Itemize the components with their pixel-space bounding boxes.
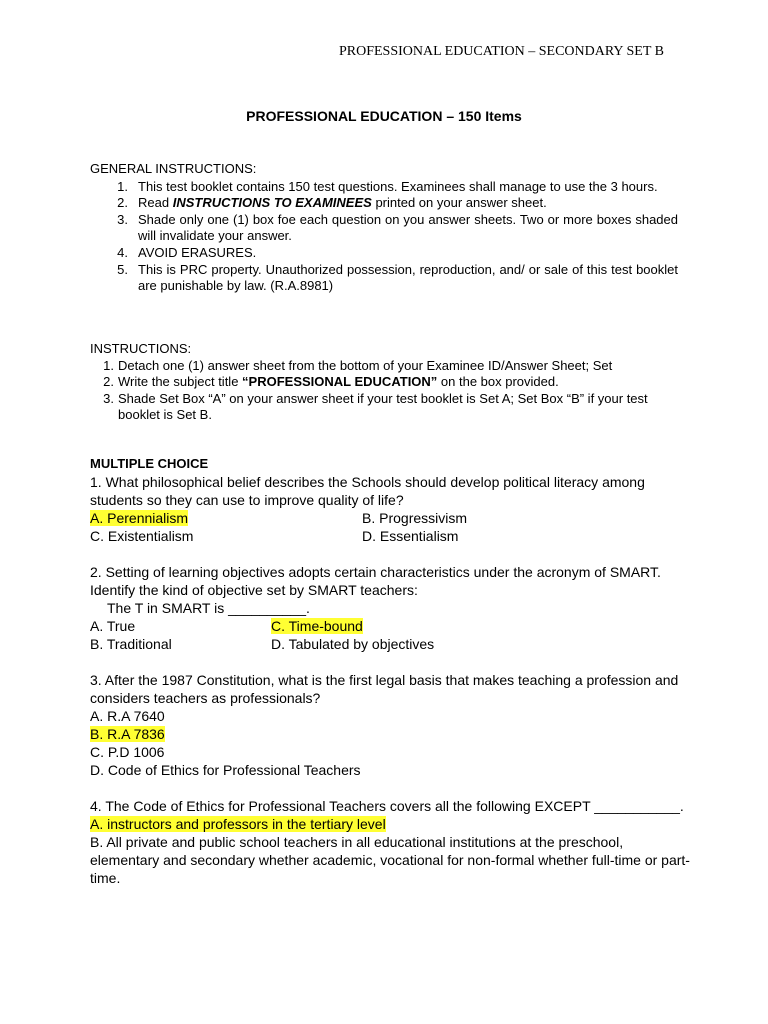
instructions-heading: INSTRUCTIONS:	[90, 341, 192, 356]
general-instructions-list	[90, 179, 678, 295]
question-stem: 3. After the 1987 Constitution, what is the first legal basis that makes teaching a profession and considers teachers as professionals?	[90, 672, 679, 706]
answer-option: A. True	[90, 618, 136, 634]
question-2	[90, 563, 690, 653]
answer-option: A. R.A 7640	[90, 708, 165, 724]
list-item: 2. Read INSTRUCTIONS TO EXAMINEES printed on your answer sheet.	[117, 195, 547, 211]
answer-option: B. All private and public school teachers in all educational institutions at the preschool, elementary and secondary whether academic, vocational for non-formal whether full-time or part-time.	[90, 834, 690, 886]
multiple-choice-heading: MULTIPLE CHOICE	[90, 456, 209, 471]
answer-option: D. Tabulated by objectives	[271, 636, 435, 652]
list-item: 2. Write the subject title “PROFESSIONAL EDUCATION” on the box provided.	[103, 374, 559, 390]
list-item: 3. Shade only one (1) box foe each question on you answer sheets. Two or more boxes shaded will invalidate your answer.	[117, 211, 678, 244]
answer-option: C. P.D 1006	[90, 744, 165, 760]
list-item: 1. This test booklet contains 150 test questions. Examinees shall manage to use the 3 hours.	[117, 178, 658, 194]
question-stem: 2. Setting of learning objectives adopts certain characteristics under the acronym of SMART. Identify the kind of objective set by SMART teachers:	[90, 564, 661, 598]
question-3	[90, 671, 690, 779]
answer-option: D. Essentialism	[362, 528, 459, 544]
answer-option-highlighted: C. Time-bound	[271, 618, 363, 634]
question-1	[90, 473, 690, 545]
list-item: 3. Shade Set Box “A” on your answer sheet if your test booklet is Set A; Set Box “B” if your test booklet is Set B.	[103, 390, 648, 423]
answer-option-highlighted: A. Perennialism	[90, 510, 189, 526]
answer-option: B. Traditional	[90, 636, 172, 652]
question-4	[90, 797, 690, 887]
answer-option: C. Existentialism	[90, 528, 194, 544]
answer-option: B. Progressivism	[362, 510, 468, 526]
answer-option: D. Code of Ethics for Professional Teachers	[90, 762, 361, 778]
list-item: 1. Detach one (1) answer sheet from the bottom of your Examinee ID/Answer Sheet; Set	[103, 357, 613, 373]
document-title: PROFESSIONAL EDUCATION – 150 Items	[246, 108, 522, 124]
instructions-list	[90, 358, 678, 424]
answer-option-highlighted: B. R.A 7836	[90, 726, 165, 742]
answer-option-highlighted: A. instructors and professors in the tertiary level	[90, 816, 386, 832]
general-instructions-heading: GENERAL INSTRUCTIONS:	[90, 161, 257, 176]
question-sub-stem: The T in SMART is __________.	[107, 600, 310, 616]
instructions	[90, 341, 678, 424]
general-instructions	[90, 161, 678, 295]
running-header: PROFESSIONAL EDUCATION – SECONDARY SET B	[338, 44, 664, 59]
question-stem: 4. The Code of Ethics for Professional Teachers covers all the following EXCEPT ___________.	[90, 798, 684, 814]
question-stem: 1. What philosophical belief describes the Schools should develop political literacy among students so they can use to improve quality of life?	[90, 474, 645, 508]
multiple-choice-section	[90, 455, 690, 905]
list-item: 5. This is PRC property. Unauthorized possession, reproduction, and/ or sale of this test booklet are punishable by law. (R.A.8981)	[117, 261, 678, 294]
list-item: 4. AVOID ERASURES.	[117, 244, 257, 260]
